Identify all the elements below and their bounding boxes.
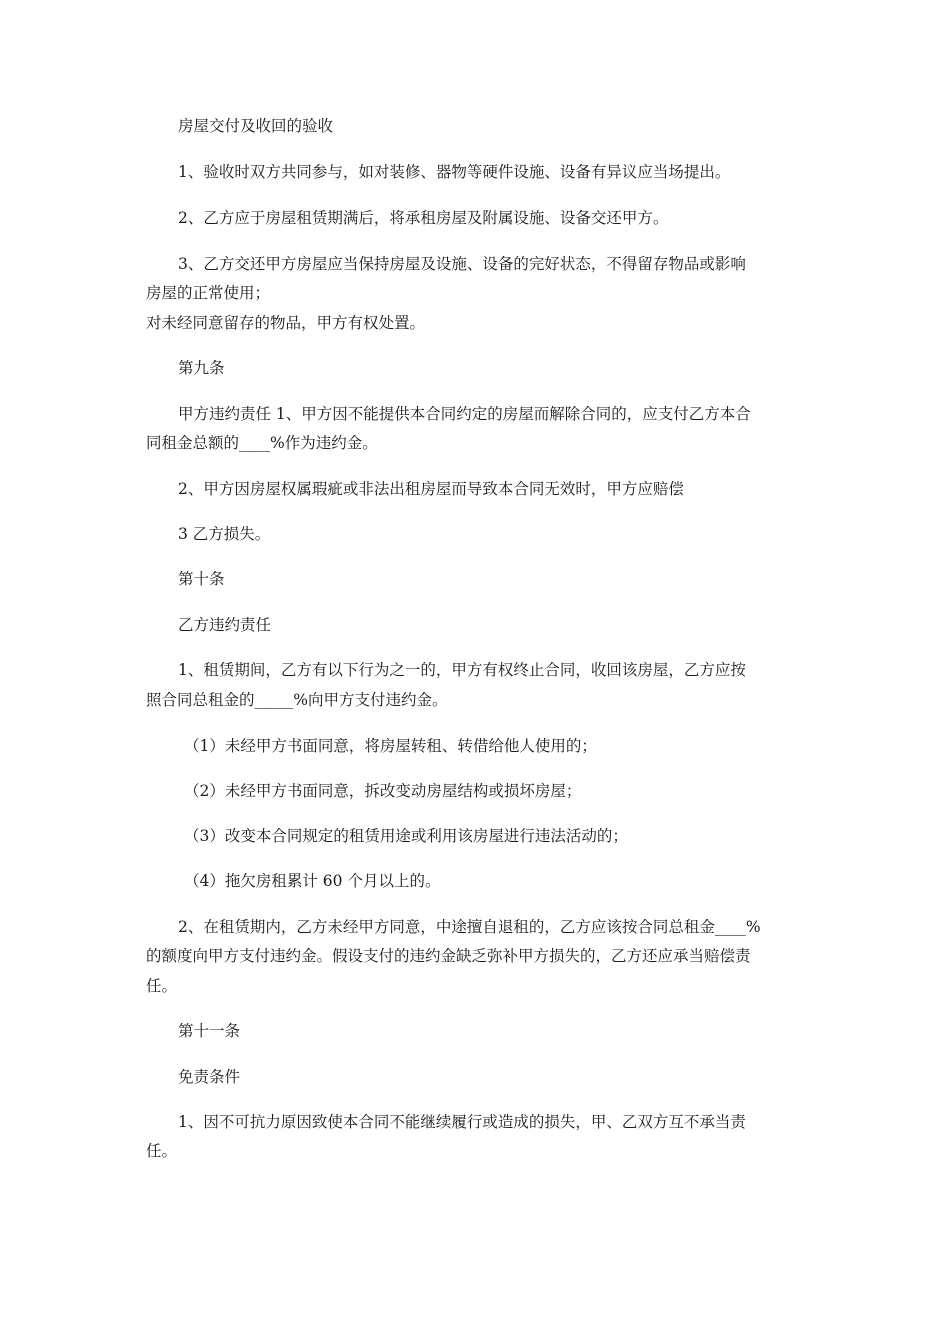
section-heading-exemption: 免责条件	[178, 1068, 241, 1086]
article-heading-9: 第九条	[178, 359, 225, 377]
section-heading-liability: 乙方违约责任	[178, 616, 272, 634]
paragraph: 照合同总租金的_____%向甲方支付违约金。	[146, 691, 448, 709]
paragraph: 甲方违约责任 1、甲方因不能提供本合同约定的房屋而解除合同的，应支付乙方本合	[178, 405, 751, 423]
paragraph: 1、租赁期间，乙方有以下行为之一的，甲方有权终止合同，收回该房屋，乙方应按	[178, 661, 746, 679]
paragraph: 3 乙方损失。	[178, 525, 271, 543]
paragraph: 任。	[146, 977, 178, 995]
paragraph: 房屋的正常使用；	[146, 284, 271, 302]
list-item: （2）未经甲方书面同意，拆改变动房屋结构或损坏房屋；	[184, 782, 582, 800]
paragraph: 2、乙方应于房屋租赁期满后，将承租房屋及附属设施、设备交还甲方。	[178, 209, 669, 227]
paragraph: 1、因不可抗力原因致使本合同不能继续履行或造成的损失，甲、乙双方互不承当责	[178, 1113, 746, 1131]
article-heading-11: 第十一条	[178, 1022, 241, 1040]
paragraph: 2、甲方因房屋权属瑕疵或非法出租房屋而导致本合同无效时，甲方应赔偿	[178, 480, 684, 498]
list-item: （1）未经甲方书面同意，将房屋转租、转借给他人使用的；	[184, 737, 597, 755]
article-heading-10: 第十条	[178, 570, 225, 588]
paragraph: 3、乙方交还甲方房屋应当保持房屋及设施、设备的完好状态，不得留存物品或影响	[178, 255, 746, 273]
list-item: （3）改变本合同规定的租赁用途或利用该房屋进行违法活动的；	[184, 827, 628, 845]
paragraph: 2、在租赁期内，乙方未经甲方同意，中途擅自退租的，乙方应该按合同总租金____%	[178, 918, 761, 936]
list-item: （4）拖欠房租累计 60 个月以上的。	[184, 872, 441, 890]
section-heading-acceptance: 房屋交付及收回的验收	[178, 117, 334, 135]
paragraph: 的额度向甲方支付违约金。假设支付的违约金缺乏弥补甲方损失的，乙方还应承当赔偿责	[146, 947, 751, 965]
paragraph: 对未经同意留存的物品，甲方有权处置。	[146, 314, 426, 332]
paragraph: 1、验收时双方共同参与，如对装修、器物等硬件设施、设备有异议应当场提出。	[178, 163, 731, 181]
paragraph: 任。	[146, 1142, 178, 1160]
paragraph: 同租金总额的____%作为违约金。	[146, 434, 378, 452]
